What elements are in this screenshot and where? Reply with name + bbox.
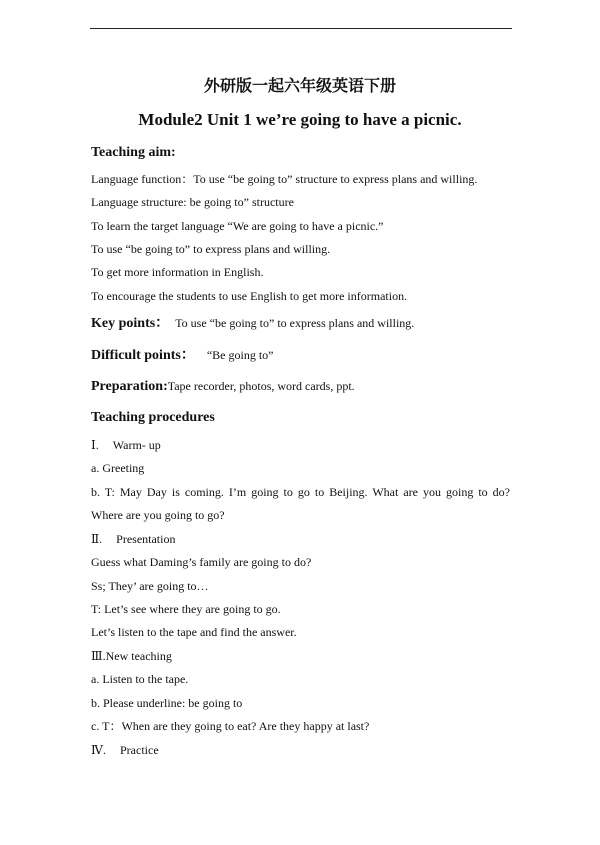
difficult-points — [91, 347, 274, 364]
lesson-title: Module2 Unit 1 we’re going to have a picnic. — [138, 110, 462, 129]
section-numeral: Ⅳ. — [91, 743, 106, 757]
teaching-aim-heading: Teaching aim: — [91, 145, 176, 160]
aim-line: To use “be going to” to express plans and willing. — [91, 242, 331, 256]
procedure-line: a. Listen to the tape. — [91, 672, 189, 686]
section-numeral: Ⅲ. — [91, 649, 106, 663]
difficult-points-label: Difficult points： — [91, 348, 195, 363]
section-warm-up — [91, 437, 161, 453]
key-points-label: Key points： — [91, 316, 170, 331]
procedure-line: Let’s listen to the tape and find the answer. — [91, 625, 297, 639]
aim-line: To learn the target language “We are going to have a picnic.” — [91, 219, 384, 233]
difficult-points-text: “Be going to” — [206, 348, 274, 362]
section-numeral: Ⅱ. — [91, 532, 103, 546]
aim-line: To encourage the students to use English to get more information. — [91, 289, 408, 303]
procedure-line: b. Please underline: be going to — [91, 696, 243, 710]
section-title: New teaching — [105, 649, 172, 663]
procedure-line: Where are you going to go? — [91, 508, 225, 522]
key-points-text: To use “be going to” to express plans and willing. — [175, 316, 415, 330]
header-rule — [90, 28, 512, 29]
aim-line: Language function：To use “be going to” structure to express plans and willing. — [91, 172, 478, 186]
section-presentation — [91, 531, 175, 547]
section-new-teaching — [91, 648, 172, 664]
key-points — [91, 315, 414, 332]
aim-line: Language structure: be going to” structure — [91, 195, 294, 209]
teaching-procedures-heading: Teaching procedures — [91, 410, 215, 425]
procedure-line: Guess what Daming’s family are going to do? — [91, 555, 312, 569]
section-practice — [91, 742, 159, 758]
section-title: Practice — [120, 743, 159, 757]
procedure-line: T: Let’s see where they are going to go. — [91, 602, 281, 616]
aim-line: To get more information in English. — [91, 265, 264, 279]
section-title: Presentation — [116, 532, 176, 546]
preparation-text: Tape recorder, photos, word cards, ppt. — [167, 379, 355, 393]
procedure-line: a. Greeting — [91, 461, 145, 475]
procedure-line: c. T：When are they going to eat? Are they happy at last? — [91, 719, 370, 733]
procedure-line: Ss; They’ are going to… — [91, 579, 209, 593]
section-numeral: Ⅰ. — [91, 438, 99, 452]
procedure-line: b. T: May Day is coming. I’m going to go to Beijing. What are you going to do? — [91, 485, 510, 499]
document-title-chinese: 外研版一起六年级英语下册 — [203, 76, 396, 95]
section-title: Warm- up — [112, 438, 161, 452]
preparation — [91, 378, 355, 395]
preparation-label: Preparation: — [91, 379, 168, 394]
